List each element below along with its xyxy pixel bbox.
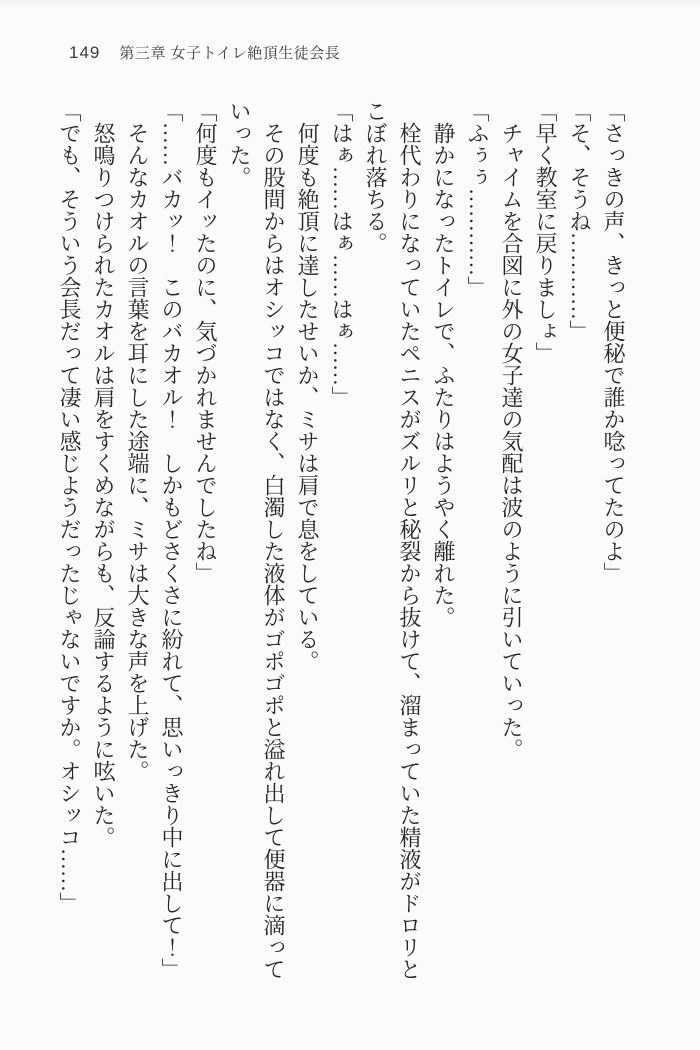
paragraph-05: 「ふぅぅ…………」 xyxy=(465,100,490,298)
paragraph-06: 静かになったトイレで、ふたりはようやく離れた。 xyxy=(431,122,456,628)
page-number: 149 xyxy=(69,43,101,62)
paragraph-09: 何度も絶頂に達したせいか、ミサは肩で息をしている。 xyxy=(295,122,320,672)
chapter-title: 第三章 女子トイレ絶頂生徒会長 xyxy=(119,45,341,62)
paragraph-13: そんなカオルの言葉を耳にした途端に、ミサは大きな声を上げた。 xyxy=(125,122,150,782)
paragraph-04: チャイムを合図に外の女子達の気配は波のように引いていった。 xyxy=(499,122,524,760)
paragraph-10: その股間からはオシッコではなく、白濁した液体がゴポゴポと溢れ出して便器に滴っていった。 xyxy=(227,100,286,980)
paragraph-03: 「早く教室に戻りましょ」 xyxy=(533,100,558,364)
paragraph-15: 「でも、そういう会長だって凄い感じようだったじゃないですか。オシッコ……」 xyxy=(57,100,82,914)
text-body xyxy=(52,100,630,984)
paragraph-02: 「そ、そうね…………」 xyxy=(567,100,592,342)
paragraph-01: 「さっきの声、きっと便秘で誰か唸ってたのよ」 xyxy=(601,100,626,584)
paragraph-08: 「はぁ……はぁ……はぁ……」 xyxy=(329,100,354,408)
paragraph-12: 「……バカッ！ このバカオル！ しかもどさくさに紛れて、思いっきり中に出して！」 xyxy=(159,100,184,980)
paragraph-07: 栓代わりになっていたペニスがズルリと秘裂から抜けて、溜まっていた精液がドロリとこぼれ落ちる。 xyxy=(363,100,422,980)
page-header xyxy=(69,42,340,63)
paragraph-11: 「何度もイッたのに、気づかれませんでしたね」 xyxy=(193,100,218,584)
paragraph-14: 怒鳴りつけられたカオルは肩をすくめながらも、反論するように呟いた。 xyxy=(91,122,116,848)
